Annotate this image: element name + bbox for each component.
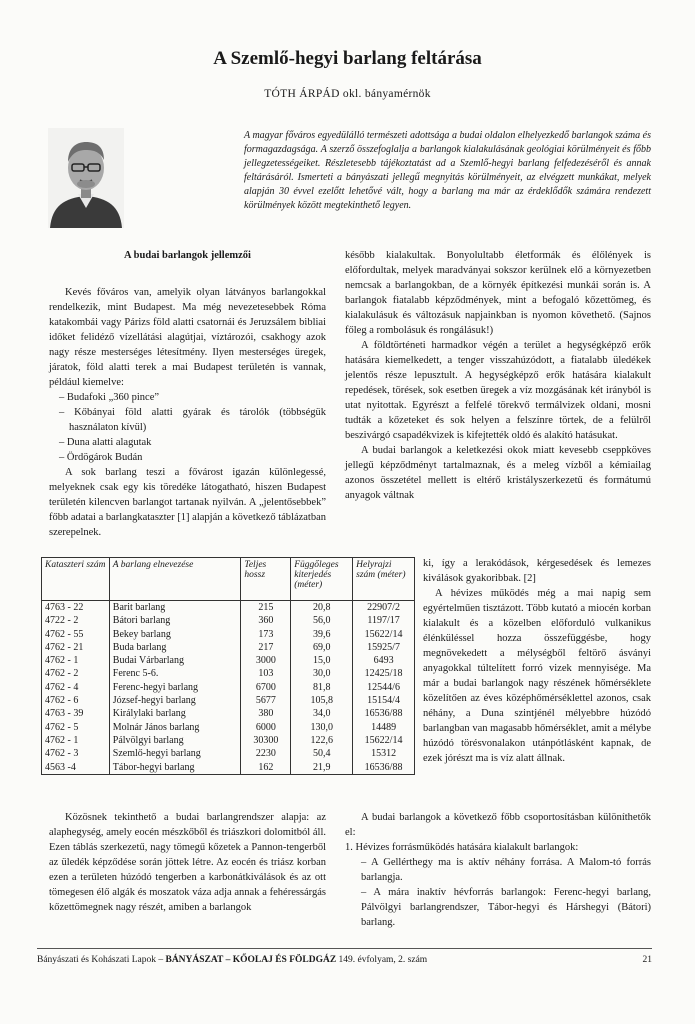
author-photo [48, 128, 124, 228]
table-cell: Buda barlang [109, 641, 241, 654]
table-row [42, 601, 415, 615]
table-row [42, 667, 415, 680]
table-cell: 4722 - 2 [42, 614, 110, 627]
table-cell: József-hegyi barlang [109, 694, 241, 707]
table-cell: 81,8 [291, 681, 353, 694]
page-footer [37, 955, 652, 965]
table-cell: Szemlő-hegyi barlang [109, 747, 241, 760]
table-cell: 130,0 [291, 721, 353, 734]
table-cell: 15154/4 [353, 694, 415, 707]
table-cell: 4762 - 1 [42, 734, 110, 747]
table-cell: Budai Várbarlang [109, 654, 241, 667]
table-row [42, 641, 415, 654]
column-right-wrap [423, 556, 651, 766]
table-row [42, 654, 415, 667]
table-cell: Molnár János barlang [109, 721, 241, 734]
table-row [42, 681, 415, 694]
table-cell: 30300 [241, 734, 291, 747]
table-cell: 15,0 [291, 654, 353, 667]
list-item: – Budafoki „360 pince” [59, 392, 160, 403]
list-item: 1. Hévizes forrásműködés hatására kialakult barlangok: [345, 842, 579, 853]
page-number: 21 [642, 955, 652, 965]
table-cell: 380 [241, 707, 291, 720]
table-cell: 56,0 [291, 614, 353, 627]
table-row [42, 628, 415, 641]
table-row [42, 747, 415, 760]
paragraph: ki, így a lerakódások, kérgesedések és lemezes kiválások gyakoribbak. [2] [423, 558, 651, 584]
table-cell: Királylaki barlang [109, 707, 241, 720]
table-cell: 3000 [241, 654, 291, 667]
column-header: A barlang elnevezése [109, 558, 241, 601]
table-cell: 6000 [241, 721, 291, 734]
table-cell: 103 [241, 667, 291, 680]
footer-journal-name: BÁNYÁSZAT – KŐOLAJ ÉS FÖLDGÁZ [165, 955, 337, 965]
table-cell: Pálvölgyi barlang [109, 734, 241, 747]
column-header: Függőleges kiterjedés (méter) [291, 558, 353, 601]
table-header-row [42, 558, 415, 601]
column-left-bottom [49, 810, 326, 915]
table-cell: 4762 - 55 [42, 628, 110, 641]
table-body [42, 601, 415, 775]
table-cell: Ferenc-hegyi barlang [109, 681, 241, 694]
table-cell: 21,9 [291, 761, 353, 775]
list-item: – A Gellérthegy ma is aktív néhány forrása. A Malom-tó forrás barlangja. [361, 857, 651, 883]
caves-table [41, 557, 415, 775]
list-item: – Ördögárok Budán [59, 452, 143, 463]
table-cell: 4762 - 4 [42, 681, 110, 694]
table-cell: 15622/14 [353, 734, 415, 747]
paragraph: később kialakultak. Bonyolultabb életformák és élőlények is előfordultak, melyek maradványai sokszor kerülnek elő a környezetben nemcsak a barlangokban, de a környék építkezési munkái során is. A barlangok fiatalabb képződmények, mint a befogaló kőzettömeg, és kialakulásuk és változásuk napjainkban is nyomon követhető. (Sajnos főleg a rombolásuk és rongálásuk!) [345, 250, 651, 336]
table-cell: 215 [241, 601, 291, 615]
column-header: Teljes hossz [241, 558, 291, 601]
table-cell: 6493 [353, 654, 415, 667]
table-cell: 15925/7 [353, 641, 415, 654]
table-cell: 122,6 [291, 734, 353, 747]
table-cell: 14489 [353, 721, 415, 734]
paragraph: A budai barlangok a következő főbb csoportosításban különíthetők el: [345, 812, 651, 838]
column-right-top [345, 248, 651, 503]
table-cell: 5677 [241, 694, 291, 707]
column-left-top [49, 248, 326, 540]
table-cell: 30,0 [291, 667, 353, 680]
table-cell: 360 [241, 614, 291, 627]
paragraph: A hévizes működés még a mai napig sem egyértelműen tisztázott. Több kutató a miocén korban kialakult és a közelben előforduló vulkanikus élénküléssel hozza összefüggésbe, hogy megnövekedett a mélységből feltörő ásványi anyagokkal túltelített forró vizek mennyisége. Ma már a budai barlangok nagy részének hőmérséklete közelítően az éves középhőmérséklettel azonos, csak néhány, a Duna szintjénél mélyebbre húzódó barlangban van magasabb hőmérséklet, amit a mélybe húzódó törésvonalakon utánpótlásként kapnak, de ezek jórészt ma is víz alatt állnak. [423, 588, 651, 764]
table-cell: 162 [241, 761, 291, 775]
table-cell: 15622/14 [353, 628, 415, 641]
footer-issue: 149. évfolyam, 2. szám [336, 955, 428, 965]
footer-rule [37, 948, 652, 949]
table-cell: 50,4 [291, 747, 353, 760]
table-row [42, 614, 415, 627]
author-line: TÓTH ÁRPÁD okl. bányamérnök [264, 88, 431, 100]
paragraph: A budai barlangok a keletkezési okok miatt kevesebb cseppköves jellegű képződményt tartalmaznak, és a meleg vízből a kémiailag azonos összetétel mellett is eltérő kristályszerkezetű és formátumú anyagok váltnak [345, 445, 651, 501]
table-cell: 4762 - 3 [42, 747, 110, 760]
table-cell: Ferenc 5-6. [109, 667, 241, 680]
paragraph: Kevés főváros van, amelyik olyan látványos barlangokkal rendelkezik, mint Budapest. Ma még nevezetesebbek Róma katakombái vagy Párizs föld alatti csatornái és Jeruzsálem bibliai időket felidéző vízellátási alagútjai, víztározói, csakhogy azok nagy része mesterséges létesítmény. Ilyen mesterséges üregek, járatok, föld alatti terek a mai Budapest területén is vannak, például kiemelve: [49, 287, 326, 388]
table-cell: 105,8 [291, 694, 353, 707]
table-row [42, 694, 415, 707]
table-cell: 4762 - 5 [42, 721, 110, 734]
table-cell: 20,8 [291, 601, 353, 615]
table-cell: 16536/88 [353, 761, 415, 775]
column-header: Kataszteri szám [42, 558, 110, 601]
table-cell: 4563 -4 [42, 761, 110, 775]
table-cell: 1197/17 [353, 614, 415, 627]
table-row [42, 761, 415, 775]
table-cell: 16536/88 [353, 707, 415, 720]
table-cell: 15312 [353, 747, 415, 760]
column-right-bottom [345, 810, 651, 930]
list-item: – A mára inaktív hévforrás barlangok: Ferenc-hegyi barlang, Pálvölgyi barlangrendszer, Tábor-hegyi és Hárshegyi (Bátori) barlang. [361, 887, 651, 928]
table-cell: 2230 [241, 747, 291, 760]
table-cell: 12425/18 [353, 667, 415, 680]
examples-list [49, 390, 326, 465]
table-cell: 4763 - 39 [42, 707, 110, 720]
paragraph: Közösnek tekinthető a budai barlangrendszer alapja: az alaphegység, amely eocén mészkőből és triászkori dolomitból áll. Ezen táblás szerkezetű, nagy tömegű kőzetek a Pannon-tengerből az üledék képződése során jöttek létre. Az eocén és triász korban ezen a területen húzódó tengerben a karbonátkiválások és az ott tömegesen élő algák és moszatok váza adja annak a fehéressárgás kőzettömegnek nagy részét, amiben a barlangok [49, 812, 326, 913]
article-title: A Szemlő-hegyi barlang feltárása [213, 48, 482, 69]
table-cell: Tábor-hegyi barlang [109, 761, 241, 775]
abstract: A magyar főváros egyedülálló természeti adottsága a budai oldalon elhelyezkedő barlangok száma és formagazdagsága. A szerző összefoglalja a barlangok kialakulásának geológiai körülményeit és főbb jellegzetességeiket. Részletesebb tájékoztatást ad a Szemlő-hegyi barlang felfedezéséről és annak feltárásáról. Ismerteti a bányászati jellegű megnyitás körülményeit, az elvégzett munkákat, melyek alapján 30 évvel ezelőtt lehetővé vált, hogy a barlang ma már az érdeklődők számára rendezett körülmények között megtekinthető legyen. [244, 130, 651, 211]
table-cell: 4762 - 21 [42, 641, 110, 654]
table-cell: 39,6 [291, 628, 353, 641]
table-cell: 217 [241, 641, 291, 654]
list-item: – Kőbányai föld alatti gyárak és tárolók (többségük használaton kívül) [59, 407, 326, 433]
table-cell: 4762 - 2 [42, 667, 110, 680]
footer-journal-prefix: Bányászati és Kohászati Lapok – [37, 955, 166, 965]
section-heading: A budai barlangok jellemzői [124, 250, 251, 261]
table-cell: 22907/2 [353, 601, 415, 615]
table-cell: 4762 - 1 [42, 654, 110, 667]
paragraph: A földtörténeti harmadkor végén a terület a hegységképző erők hatására kiemelkedett, a tenger visszahúzódott, a fiatalabb üledékek jelentős része lepusztult. A hegységképző erők hatására kialakult repedések, törések, sok esetben üregek a víz mozgásának két irányból is utat nyitottak. Egyrészt a felfelé törekvő termálvizek oldani, mosni tudták a kőzeteket és sok helyen a felszínre törtek, de a felülről beszivárgó csapadékvizek is kifejtették oldó és alakító hatásukat. [345, 340, 651, 441]
list-item: – Duna alatti alagutak [59, 437, 152, 448]
table-cell: Bátori barlang [109, 614, 241, 627]
table-cell: Barit barlang [109, 601, 241, 615]
table-cell: 12544/6 [353, 681, 415, 694]
column-header: Helyrajzi szám (méter) [353, 558, 415, 601]
table-row [42, 707, 415, 720]
table-row [42, 721, 415, 734]
table-cell: 4762 - 6 [42, 694, 110, 707]
table-cell: 34,0 [291, 707, 353, 720]
table-cell: 173 [241, 628, 291, 641]
table-row [42, 734, 415, 747]
table-cell: 4763 - 22 [42, 601, 110, 615]
table-cell: 69,0 [291, 641, 353, 654]
table-cell: 6700 [241, 681, 291, 694]
paragraph: A sok barlang teszi a fővárost igazán különlegessé, melyeknek csak egy kis töredéke látogatható, hiszen Budapest területén kilencven barlangot tartanak nyilván. A „jelentősebbek” főbb adatai a barlangkataszter [1] alapján a következő táblázatban szerepelnek. [49, 467, 326, 538]
table-cell: Bekey barlang [109, 628, 241, 641]
